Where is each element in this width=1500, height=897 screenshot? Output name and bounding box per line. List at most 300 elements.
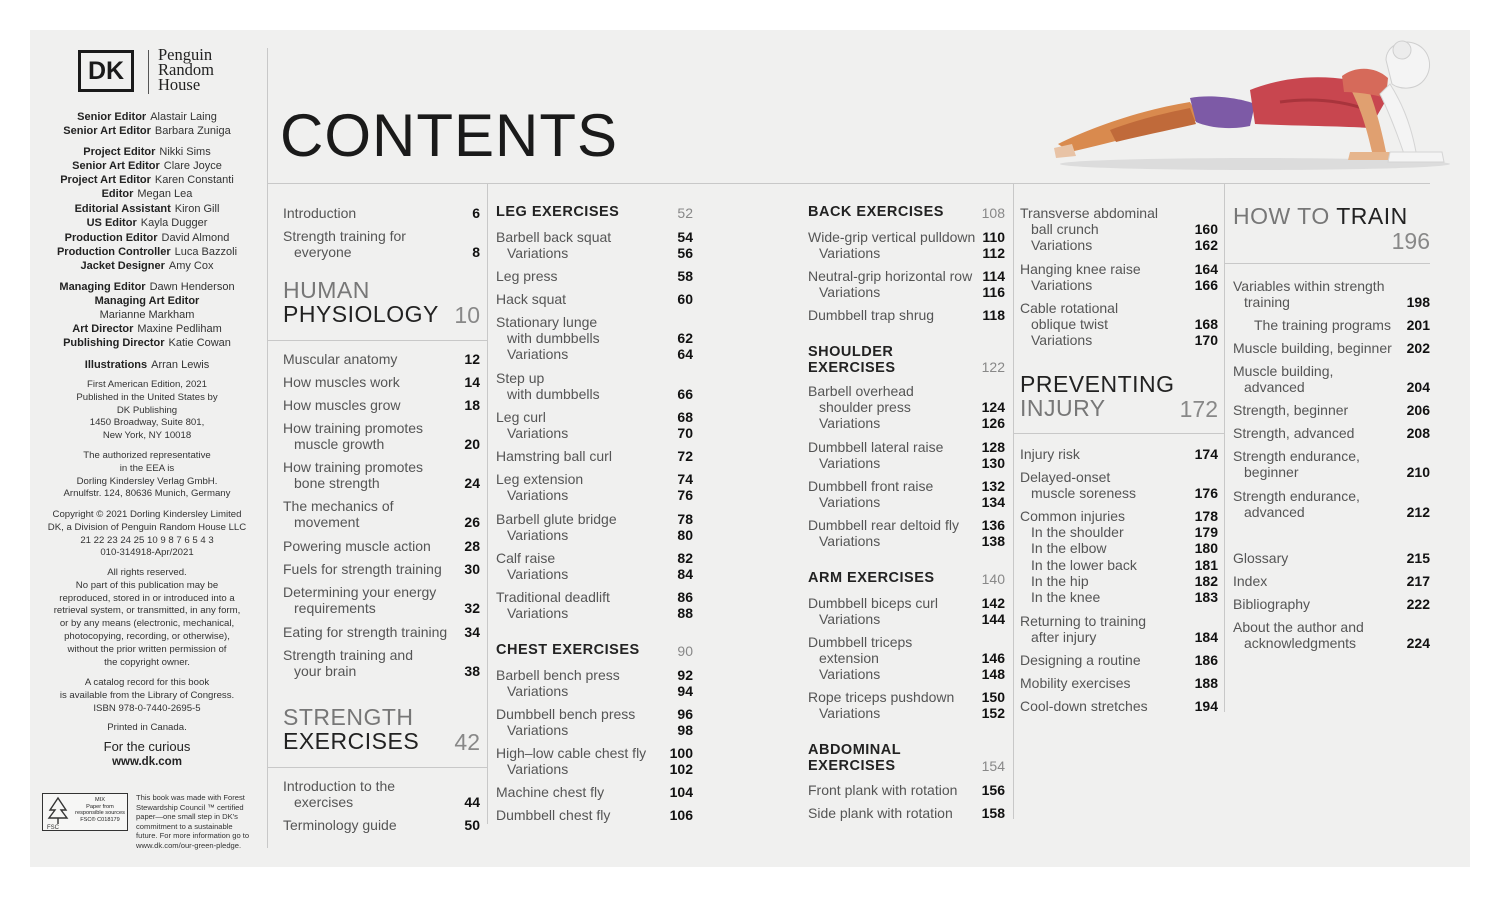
- toc-page-number: 68: [677, 409, 693, 425]
- column-divider: [487, 184, 488, 824]
- section-rule: [267, 767, 487, 768]
- toc-entry: [1020, 469, 1218, 501]
- toc-page-number: 62: [677, 330, 693, 347]
- credit-role: Managing Art Editor: [94, 295, 200, 307]
- toc-entry: [283, 561, 480, 577]
- toc-entry-label: muscle growth: [294, 436, 385, 453]
- toc-entry: [496, 745, 693, 777]
- toc-entry: [808, 439, 1005, 471]
- section-page-number: 154: [981, 758, 1005, 774]
- toc-entry: [283, 420, 480, 452]
- section-title-line: ARM EXERCISES: [808, 570, 935, 586]
- toc-page-number: 30: [464, 561, 480, 577]
- section-page-number: 196: [1391, 228, 1430, 254]
- toc-page-number: 179: [1194, 524, 1218, 541]
- toc-entry-label: training: [1244, 294, 1290, 311]
- toc-page-number: 144: [981, 611, 1005, 628]
- section-page-number: 122: [981, 359, 1005, 375]
- toc-page-number: 106: [669, 807, 693, 823]
- section-page-number: 42: [454, 729, 480, 755]
- fsc-badge-text: MIX Paper from responsible sources FSC® C018179: [75, 797, 125, 823]
- toc-entry: [1233, 278, 1430, 310]
- toc-page-number: 58: [677, 268, 693, 284]
- toc-entry-label: How training promotes: [283, 420, 424, 436]
- toc-page-number: 183: [1194, 589, 1218, 605]
- toc-entry: [283, 228, 480, 260]
- toc-entry-label: Variations: [507, 722, 569, 739]
- toc-page-number: 168: [1194, 316, 1218, 333]
- toc-entry-label: Muscular anatomy: [283, 351, 398, 367]
- toc-page-number: 212: [1406, 504, 1430, 521]
- toc-page-number: 44: [464, 794, 480, 811]
- fsc-badge: [42, 793, 128, 831]
- credit-name: Amy Cox: [168, 260, 214, 272]
- toc-entry-label: Powering muscle action: [283, 538, 431, 554]
- section-title-line: EXERCISES: [283, 728, 420, 754]
- toc-entry-label: Cable rotational: [1020, 300, 1119, 316]
- toc-entry-label: Variations: [819, 666, 881, 683]
- toc-entry: [496, 807, 693, 823]
- toc-entry: [1233, 573, 1430, 589]
- toc-page-number: 176: [1194, 485, 1218, 502]
- toc-page-number: 28: [464, 538, 480, 554]
- toc-page-number: 210: [1406, 464, 1430, 481]
- toc-page-number: 20: [464, 436, 480, 453]
- toc-entry-label: Cool-down stretches: [1020, 698, 1148, 714]
- toc-entry: [1233, 448, 1430, 480]
- toc-page-number: 170: [1194, 332, 1218, 349]
- toc-entry-label: Dumbbell bench press: [496, 706, 636, 722]
- credit-name: Kayla Dugger: [140, 217, 208, 229]
- section-page-number: 172: [1179, 396, 1218, 422]
- toc-entry-label: bone strength: [294, 475, 380, 492]
- toc-page-number: 146: [981, 650, 1005, 667]
- dk-logo: DK: [78, 50, 134, 92]
- toc-entry: [1233, 402, 1430, 418]
- toc-page-number: 142: [981, 595, 1005, 611]
- toc-page-number: 174: [1194, 446, 1218, 462]
- toc-page-number: 84: [677, 566, 693, 583]
- toc-entry-label: Transverse abdominal: [1020, 205, 1158, 221]
- toc-entry: [808, 517, 1005, 549]
- toc-entry: [808, 634, 1005, 683]
- credit-line: [42, 202, 252, 216]
- toc-entry: [808, 805, 1005, 821]
- toc-entry-label: High–low cable chest fly: [496, 745, 647, 761]
- toc-entry: [496, 268, 693, 284]
- toc-entry: [1233, 488, 1430, 520]
- section-title-line: EXERCISES: [808, 359, 896, 376]
- toc-entry: [808, 307, 1005, 323]
- section-page-number: 90: [677, 643, 693, 659]
- toc-page-number: 14: [464, 374, 480, 390]
- toc-page-number: 134: [981, 494, 1005, 511]
- toc-page-number: 74: [677, 471, 693, 487]
- toc-entry-label: Dumbbell rear deltoid fly: [808, 517, 959, 533]
- credit-line: [42, 173, 252, 187]
- toc-entry-label: Variations: [1031, 277, 1093, 294]
- toc-entry: [496, 784, 693, 800]
- toc-entry: [283, 351, 480, 367]
- toc-entry: [496, 550, 693, 582]
- header-rule: [267, 183, 1430, 184]
- toc-page-number: 186: [1194, 652, 1218, 668]
- toc-page-number: 118: [982, 307, 1005, 323]
- toc-page-number: 112: [982, 245, 1005, 262]
- toc-entry-label: requirements: [294, 600, 376, 617]
- toc-page-number: 136: [981, 517, 1005, 533]
- credit-name: Alastair Laing: [150, 111, 217, 123]
- toc-entry: [1233, 619, 1430, 651]
- toc-page-number: 78: [677, 511, 693, 527]
- section-rule: [1224, 263, 1430, 264]
- toc-page-number: 128: [981, 439, 1005, 455]
- credit-line: [42, 294, 252, 308]
- toc-entry: [496, 471, 693, 503]
- copyright-text: Copyright © 2021 Dorling Kindersley Limited DK, a Division of Penguin Random House LLC 21 22 23 24 25 10 9 8 7 6 5 4 3 010-314918-Apr/2021: [47, 509, 247, 559]
- toc-entry: [283, 498, 480, 530]
- toc-entry-label: Variations: [819, 705, 881, 722]
- toc-entry: [496, 409, 693, 441]
- svg-text:FSC: FSC: [47, 825, 59, 830]
- credit-name: Karen Constanti: [154, 174, 234, 186]
- toc-entry-label: Machine chest fly: [496, 784, 605, 800]
- toc-entry-label: Variations: [819, 284, 881, 301]
- toc-page-number: 32: [464, 600, 480, 617]
- credit-role: Senior Art Editor: [63, 125, 151, 137]
- credit-role: Jacket Designer: [80, 260, 165, 272]
- toc-entry-label: Dumbbell chest fly: [496, 807, 611, 823]
- toc-entry: [496, 229, 693, 261]
- toc-page-number: 80: [677, 527, 693, 544]
- toc-entry: [808, 595, 1005, 627]
- section-title-line: SHOULDER: [808, 344, 894, 360]
- toc-entry-label: Variations: [819, 245, 881, 262]
- toc-entry-label: Variations: [507, 245, 569, 262]
- toc-entry: [1020, 446, 1218, 462]
- toc-page-number: 24: [464, 475, 480, 492]
- imprint-line: Penguin: [158, 45, 213, 64]
- section-page-number: 140: [981, 571, 1005, 587]
- section-page-number: 10: [454, 302, 480, 328]
- toc-page-number: 132: [981, 478, 1005, 494]
- credit-line: [42, 280, 252, 294]
- toc-entry-label: your brain: [294, 663, 357, 680]
- toc-entry: [496, 589, 693, 621]
- toc-entry-label: Introduction: [283, 205, 357, 221]
- toc-page-number: 54: [677, 229, 693, 245]
- toc-entry-label: Dumbbell triceps: [808, 634, 913, 650]
- toc-entry-label: shoulder press: [819, 399, 911, 416]
- credit-name: Barbara Zuniga: [154, 125, 231, 137]
- toc-page-number: 102: [669, 761, 693, 778]
- toc-page-number: 18: [464, 397, 480, 413]
- credit-name: Dawn Henderson: [149, 281, 235, 293]
- section-title-line: EXERCISES: [808, 757, 896, 774]
- toc-page-number: 202: [1406, 340, 1430, 356]
- credit-role: Editorial Assistant: [74, 203, 171, 215]
- toc-entry-label: Barbell back squat: [496, 229, 612, 245]
- toc-entry-label: Variations: [1031, 332, 1093, 349]
- section-title-line: ABDOMINAL: [808, 742, 902, 758]
- toc-page-number: 26: [464, 514, 480, 531]
- toc-entry-label: Strength training for: [283, 228, 406, 244]
- toc-entry: [1020, 675, 1218, 691]
- toc-entry-label: Designing a routine: [1020, 652, 1141, 668]
- credit-role: Senior Editor: [77, 111, 147, 123]
- toc-entry-label: Rope triceps pushdown: [808, 689, 955, 705]
- toc-entry: [283, 624, 480, 640]
- credit-name: Marianne Markham: [99, 309, 195, 321]
- toc-entry-label: Dumbbell lateral raise: [808, 439, 944, 455]
- toc-entry-label: Barbell bench press: [496, 667, 620, 683]
- section-rule: [267, 340, 487, 341]
- credit-role: Illustrations: [84, 359, 148, 371]
- toc-entry-label: Variations: [507, 566, 569, 583]
- credit-line: [42, 187, 252, 201]
- toc-entry: [1233, 550, 1430, 566]
- section-title-line: LEG EXERCISES: [496, 204, 620, 220]
- toc-page-number: 164: [1194, 261, 1218, 277]
- toc-page-number: 181: [1194, 556, 1218, 573]
- toc-entry-label: Variations: [819, 415, 881, 432]
- toc-page-number: 194: [1194, 698, 1218, 714]
- toc-entry: [808, 229, 1005, 261]
- toc-entry-label: How muscles grow: [283, 397, 401, 413]
- other-arm: [1380, 84, 1416, 154]
- toc-page-number: 8: [472, 244, 480, 261]
- toc-entry-label: Strength endurance,: [1233, 448, 1360, 464]
- credit-role: Managing Editor: [59, 281, 146, 293]
- section-title-line: PREVENTING: [1020, 371, 1175, 397]
- section-rule: [1013, 433, 1224, 434]
- toc-entry: [808, 478, 1005, 510]
- toc-page-number: 222: [1406, 596, 1430, 612]
- credit-name: Maxine Pedliham: [137, 323, 222, 335]
- toc-entry-label: Leg curl: [496, 409, 546, 425]
- toc-entry-label: Dumbbell biceps curl: [808, 595, 938, 611]
- credit-role: Editor: [101, 188, 134, 200]
- toc-page-number: 72: [677, 448, 693, 464]
- toc-entry-label: Variations: [507, 605, 569, 622]
- toc-page-number: 88: [677, 605, 693, 622]
- page-title: CONTENTS: [280, 102, 618, 169]
- toc-page-number: 138: [981, 533, 1005, 550]
- toc-entry-label: Index: [1233, 573, 1268, 589]
- credit-name: Megan Lea: [137, 188, 193, 200]
- toc-page-number: 182: [1194, 572, 1218, 589]
- toc-entry-label: Introduction to the: [283, 778, 396, 794]
- printed-text: Printed in Canada.: [107, 722, 187, 733]
- plank-figure-illustration: [1050, 40, 1450, 175]
- toc-page-number: 60: [677, 291, 693, 307]
- toc-entry-label: In the hip: [1031, 572, 1089, 589]
- toc-entry-label: Bibliography: [1233, 596, 1311, 612]
- toc-entry-label: How training promotes: [283, 459, 424, 475]
- toc-entry-label: Hanging knee raise: [1020, 261, 1141, 277]
- section-title-line: INJURY: [1020, 395, 1106, 421]
- toc-entry-label: In the shoulder: [1031, 524, 1124, 541]
- credit-role: Production Editor: [64, 232, 158, 244]
- penguin-random-house-logo: [158, 47, 214, 92]
- section-title-line: TRAIN: [1336, 203, 1408, 229]
- toc-entry-label: In the knee: [1031, 589, 1101, 606]
- toc-entry-label: Delayed-onset: [1020, 469, 1111, 485]
- toc-entry-label: Determining your energy: [283, 584, 437, 600]
- toc-entry-label: Strength, advanced: [1233, 425, 1355, 441]
- credit-line: [42, 159, 252, 173]
- toc-entry-label: Variations: [507, 346, 569, 363]
- toc-entry-label: Calf raise: [496, 550, 556, 566]
- toc-entry: [1020, 652, 1218, 668]
- toc-page-number: 104: [669, 784, 693, 800]
- toc-entry-label: Variations: [819, 494, 881, 511]
- credit-name: David Almond: [161, 232, 230, 244]
- credit-role: Publishing Director: [63, 337, 165, 349]
- toc-entry: [496, 706, 693, 738]
- toc-entry-label: The training programs: [1254, 317, 1391, 333]
- toc-entry-label: advanced: [1244, 379, 1305, 396]
- toc-entry-label: Front plank with rotation: [808, 782, 958, 798]
- website-link[interactable]: www.dk.com: [112, 756, 182, 768]
- fsc-note: This book was made with Forest Stewardship Council ™ certified paper—one small step in DK's commitment to a sustainable future. For more information go to www.dk.com/our-green-pledge.: [136, 793, 250, 850]
- toc-page-number: 188: [1194, 675, 1218, 691]
- toc-entry-label: Dumbbell trap shrug: [808, 307, 935, 323]
- toc-page-number: 96: [677, 706, 693, 722]
- toc-page-number: 198: [1406, 294, 1430, 311]
- toc-page-number: 64: [677, 346, 693, 363]
- column-divider: [267, 48, 268, 848]
- toc-entry-label: Leg extension: [496, 471, 584, 487]
- toc-page-number: 116: [982, 284, 1005, 301]
- toc-entry-label: everyone: [294, 244, 352, 261]
- toc-page-number: 178: [1194, 508, 1218, 524]
- toc-entry-label: Variations: [507, 761, 569, 778]
- toc-page-number: 66: [677, 386, 693, 403]
- toc-entry-label: Variations: [819, 611, 881, 628]
- toc-entry-label: Variables within strength: [1233, 278, 1385, 294]
- toc-entry-label: Traditional deadlift: [496, 589, 610, 605]
- toc-page-number: 215: [1406, 550, 1430, 566]
- toc-page-number: 56: [677, 245, 693, 262]
- toc-page-number: 204: [1406, 379, 1430, 396]
- toc-entry: [283, 647, 480, 679]
- toc-entry-label: Fuels for strength training: [283, 561, 442, 577]
- credit-role: Art Director: [72, 323, 134, 335]
- toc-entry-label: In the elbow: [1031, 540, 1107, 557]
- toc-entry: [1233, 363, 1430, 395]
- toc-entry-label: ball crunch: [1031, 221, 1099, 238]
- toc-entry-label: Step up: [496, 370, 545, 386]
- toc-page-number: 94: [677, 683, 693, 700]
- toc-page-number: 158: [981, 805, 1005, 821]
- toc-page-number: 100: [669, 745, 693, 761]
- toc-page-number: 12: [464, 351, 480, 367]
- credit-name: Katie Cowan: [168, 337, 231, 349]
- credit-line: [42, 145, 252, 159]
- toc-entry-label: Neutral-grip horizontal row: [808, 268, 973, 284]
- toc-page-number: 160: [1194, 221, 1218, 238]
- toc-entry-label: Eating for strength training: [283, 624, 448, 640]
- toc-page-number: 34: [464, 624, 480, 640]
- section-page-number: 52: [677, 205, 693, 221]
- toc-page-number: 110: [982, 229, 1005, 245]
- toc-page-number: 98: [677, 722, 693, 739]
- toc-entry: [1233, 340, 1430, 356]
- toc-entry-label: Barbell glute bridge: [496, 511, 617, 527]
- toc-entry: [1020, 508, 1218, 605]
- credit-line: [42, 245, 252, 259]
- toc-entry: [496, 667, 693, 699]
- toc-page-number: 92: [677, 667, 693, 683]
- toc-entry-label: exercises: [294, 794, 354, 811]
- toc-entry-label: In the lower back: [1031, 556, 1137, 573]
- toc-entry: [283, 374, 480, 390]
- catalog-text: A catalog record for this book is available from the Library of Congress. ISBN 978-0-7440-2695-5: [59, 677, 235, 714]
- toc-page-number: 124: [981, 399, 1005, 416]
- toc-entry: [1020, 698, 1218, 714]
- credit-role: Production Controller: [56, 246, 171, 258]
- credit-name: Luca Bazzoli: [174, 246, 238, 258]
- toc-entry-label: with dumbbells: [507, 330, 600, 347]
- toc-page-number: 130: [981, 455, 1005, 472]
- toc-entry-label: Muscle building, beginner: [1233, 340, 1392, 356]
- toc-entry-label: Variations: [507, 487, 569, 504]
- credit-name: Arran Lewis: [151, 359, 210, 371]
- toc-entry-label: Glossary: [1233, 550, 1289, 566]
- toc-entry: [283, 817, 480, 833]
- toc-page-number: 184: [1194, 629, 1218, 646]
- section-title-line: HUMAN: [283, 277, 370, 303]
- toc-entry: [283, 205, 480, 221]
- imprint-line: Random: [158, 60, 214, 79]
- eea-text: The authorized representative in the EEA is Dorling Kindersley Verlag GmbH. Arnulfstr. 124, 80636 Munich, Germany: [63, 450, 231, 500]
- toc-entry-label: after injury: [1031, 629, 1097, 646]
- credit-role: US Editor: [86, 217, 137, 229]
- toc-entry-label: Leg press: [496, 268, 558, 284]
- feet: [1054, 144, 1076, 158]
- toc-entry-label: Injury risk: [1020, 446, 1080, 462]
- toc-page-number: 217: [1406, 573, 1430, 589]
- toc-entry: [1020, 300, 1218, 349]
- toc-entry-label: Variations: [507, 683, 569, 700]
- toc-entry-label: Common injuries: [1020, 508, 1126, 524]
- toc-entry: [496, 370, 693, 402]
- toc-entry-label: Strength, beginner: [1233, 402, 1349, 418]
- toc-entry-label: Variations: [819, 533, 881, 550]
- credit-line: [42, 358, 252, 372]
- toc-entry-label: advanced: [1244, 504, 1305, 521]
- toc-page-number: 148: [981, 666, 1005, 683]
- toc-entry-label: Variations: [819, 455, 881, 472]
- toc-page-number: 166: [1194, 277, 1218, 294]
- credit-name: Nikki Sims: [159, 146, 211, 158]
- toc-entry: [496, 448, 693, 464]
- toc-entry-label: Strength training and: [283, 647, 413, 663]
- toc-entry: [283, 459, 480, 491]
- toc-entry-label: About the author and: [1233, 619, 1364, 635]
- column-divider: [1013, 184, 1014, 819]
- toc-page-number: 38: [464, 663, 480, 680]
- toc-entry: [808, 782, 1005, 798]
- toc-entry-label: Variations: [1031, 237, 1093, 254]
- toc-page-number: 50: [464, 817, 480, 833]
- toc-entry-label: The mechanics of: [283, 498, 394, 514]
- edition-text: First American Edition, 2021 Published in the United States by DK Publishing 1450 Broadway, Suite 801, New York, NY 10018: [76, 379, 218, 442]
- imprint-line: House: [158, 75, 201, 94]
- fsc-tree-icon: [46, 796, 70, 830]
- thigh-muscles: [1190, 96, 1255, 128]
